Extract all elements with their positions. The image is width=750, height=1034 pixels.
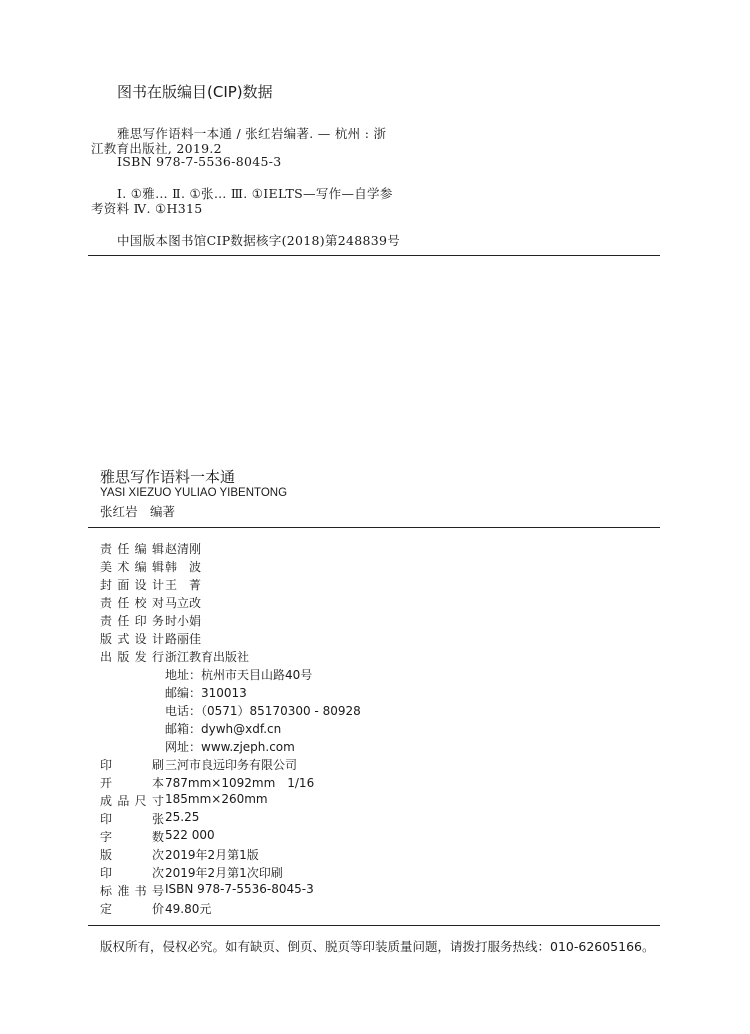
credit-label: 定价 [100,902,164,916]
credit-label: 印刷 [100,758,164,772]
credit-value: 522 000 [165,828,215,842]
cip-line: Ⅰ. ①雅… Ⅱ. ①张… Ⅲ. ①IELTS—写作—自学参 [117,186,393,201]
credit-label: 开本 [100,776,164,790]
credit-value: ISBN 978-7-5536-8045-3 [165,882,314,896]
credit-label: 美术编辑 [100,560,164,574]
credit-value: 时小娟 [165,614,202,628]
cip-line: 中国版本图书馆CIP数据核字(2018)第248839号 [117,233,401,248]
book-title: 雅思写作语料一本通 [100,468,236,486]
footer-divider [88,925,660,926]
credit-value: 2019年2月第1版 [165,848,259,862]
copyright-notice: 版权所有，侵权必究。如有缺页、倒页、脱页等印装质量问题，请拨打服务热线：010-62605166。 [100,939,655,954]
credit-label: 出版发行 [100,650,164,664]
credit-value: 邮编：310013 [165,686,247,700]
credit-value: 邮箱：dywh@xdf.cn [165,722,282,736]
credit-value: 地址：杭州市天目山路40号 [165,668,313,682]
credit-value: 路丽佳 [165,632,202,646]
credit-value: 韩 波 [165,560,202,574]
credit-label: 版次 [100,848,164,862]
credit-value: 网址：www.zjeph.com [165,740,295,754]
credit-value: 浙江教育出版社 [165,650,250,664]
cip-line: 雅思写作语料一本通 / 张红岩编著. — 杭州 : 浙 [117,126,387,141]
book-author: 张红岩 编著 [100,504,176,519]
cip-heading: 图书在版编目(CIP)数据 [117,83,273,101]
credit-label: 责任编辑 [100,542,164,556]
cip-line: ISBN 978-7-5536-8045-3 [117,154,282,169]
credit-value: 25.25 [165,810,200,824]
credit-label: 印次 [100,866,164,880]
cip-divider [88,255,660,256]
credit-value: 电话：（0571）85170300 - 80928 [165,704,361,718]
credit-value: 王 菁 [165,578,202,592]
credit-value: 787mm×1092mm 1/16 [165,776,315,790]
credit-value: 三河市良远印务有限公司 [165,758,298,772]
book-pinyin-title: YASI XIEZUO YULIAO YIBENTONG [100,487,288,499]
credit-label: 责任印务 [100,614,164,628]
credit-value: 185mm×260mm [165,792,268,806]
credit-value: 2019年2月第1次印刷 [165,866,283,880]
credit-label: 封面设计 [100,578,164,592]
cip-line: 考资料 Ⅳ. ①H315 [91,201,203,216]
credit-value: 赵清刚 [165,542,202,556]
credit-label: 印张 [100,812,164,826]
credit-label: 版式设计 [100,632,164,646]
credit-label: 责任校对 [100,596,164,610]
credit-label: 字数 [100,830,164,844]
cip-line: 江教育出版社, 2019.2 [91,141,222,156]
credit-label: 标准书号 [100,884,164,898]
credit-label: 成品尺寸 [100,794,164,808]
title-divider [88,527,660,528]
credit-value: 49.80元 [165,902,212,916]
credit-value: 马立改 [165,596,202,610]
